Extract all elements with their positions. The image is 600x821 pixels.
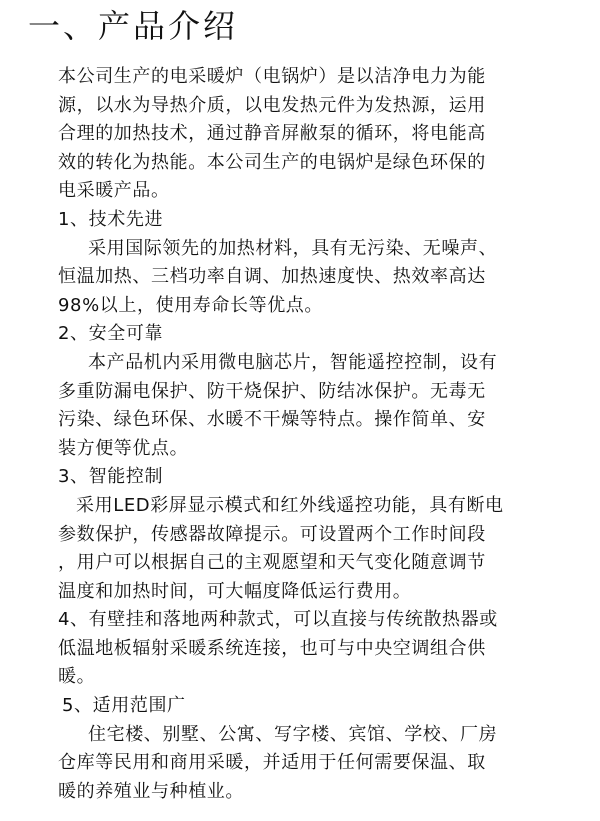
section-technology: [58, 206, 578, 320]
text-line: 98%以上，使用寿命长等优点。: [58, 294, 324, 316]
text-line: 暖的养殖业与种植业。: [58, 780, 244, 802]
section-models: [58, 606, 578, 692]
section-heading: 4、有壁挂和落地两种款式，可以直接与传统散热器或: [58, 609, 498, 631]
text-line: 污染、绿色环保、水暖不干燥等特点。操作简单、安: [58, 409, 486, 431]
document-body: [58, 63, 578, 806]
section-heading: 5、适用范围广: [62, 695, 186, 717]
text-line: ，用户可以根据自己的主观愿望和天气变化随意调节: [58, 552, 486, 574]
page-title: 一、产品介绍: [28, 7, 239, 45]
text-line: 效的转化为热能。本公司生产的电锅炉是绿色环保的: [58, 151, 486, 173]
section-heading: 3、智能控制: [58, 466, 164, 488]
section-heading: 1、技术先进: [58, 208, 164, 230]
text-line: 本产品机内采用微电脑芯片，智能遥控控制，设有: [88, 351, 498, 373]
text-line: 参数保护，传感器故障提示。可设置两个工作时间段: [58, 523, 486, 545]
text-line: 恒温加热、三档功率自调、加热速度快、热效率高达: [58, 266, 486, 288]
text-line: 采用国际领先的加热材料，具有无污染、无噪声、: [88, 237, 498, 259]
section-safety: [58, 320, 578, 463]
text-line: 合理的加热技术，通过静音屏敝泵的循环，将电能高: [58, 123, 486, 145]
text-line: 仓库等民用和商用采暖，并适用于任何需要保温、取: [58, 752, 486, 774]
text-line: 低温地板辐射采暖系统连接，也可与中央空调组合供: [58, 637, 486, 659]
text-line: 源，以水为导热介质，以电发热元件为发热源，运用: [58, 94, 486, 116]
text-line: 采用LED彩屏显示模式和红外线遥控功能，具有断电: [76, 494, 504, 516]
text-line: 住宅楼、别墅、公寓、写字楼、宾馆、学校、厂房: [88, 723, 498, 745]
section-heading: 2、安全可靠: [58, 323, 164, 345]
text-line: 本公司生产的电采暖炉（电锅炉）是以洁净电力为能: [58, 66, 486, 87]
text-line: 电采暖产品。: [58, 180, 170, 202]
text-line: 多重防漏电保护、防干烧保护、防结冰保护。无毒无: [58, 380, 486, 402]
section-applications: [58, 692, 578, 806]
text-line: 温度和加热时间，可大幅度降低运行费用。: [58, 580, 412, 602]
text-line: 装方便等优点。: [58, 437, 189, 459]
intro-paragraph: [58, 63, 578, 206]
text-line: 暖。: [58, 666, 96, 688]
section-smart-control: [58, 463, 578, 606]
